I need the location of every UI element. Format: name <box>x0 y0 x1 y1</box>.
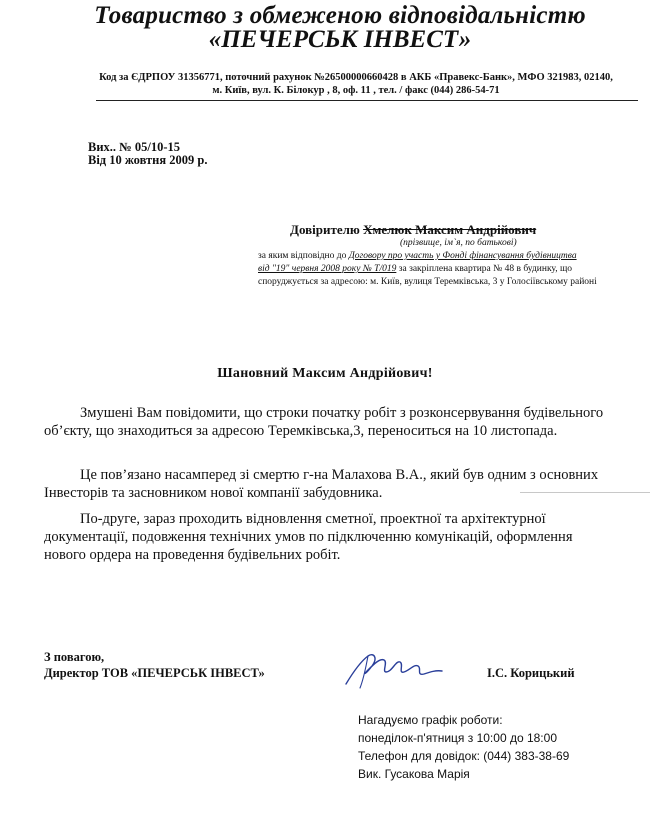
paragraph-3: По-друге, зараз проходить відновлення сметної, проектної та архітектурної документації, подовження технічних умов по підключенню комунікацій, оформлення нового ордера на проведення будівельних робіт. <box>44 511 573 563</box>
company-name-line2: «ПЕЧЕРСЬК ІНВЕСТ» <box>208 26 472 53</box>
letter-date: Від 10 жовтня 2009 р. <box>88 153 208 167</box>
addressee-line <box>290 222 536 238</box>
letterhead-divider <box>96 100 638 101</box>
schedule-hours: понеділок-п'ятниця з 10:00 до 18:00 <box>358 731 557 745</box>
company-requisites-line2: м. Київ, вул. К. Білокур , 8, оф. 11 , тел. / факс (044) 286-54-71 <box>212 85 500 96</box>
scan-artifact-line <box>520 492 650 493</box>
contract-line1-text: за яким відповідно до <box>258 251 349 261</box>
outgoing-number: Вих.. № 05/10-15 <box>88 140 180 154</box>
regards: З повагою, <box>44 650 105 664</box>
schedule-title: Нагадуємо графік роботи: <box>358 713 503 727</box>
addressee-hint: (прізвище, ім`я, по батькові) <box>400 238 517 248</box>
signature-stroke <box>346 655 442 684</box>
contract-date-number: від "19" червня 2008 року № Т/019 <box>258 264 397 274</box>
addressee-prefix: Довірителю <box>290 222 360 237</box>
company-name-line1: Товариство з обмеженою відповідальністю <box>94 2 586 29</box>
signature-image <box>338 640 450 696</box>
director-position: Директор ТОВ «ПЕЧЕРСЬК ІНВЕСТ» <box>44 666 265 680</box>
greeting: Шановний Максим Андрійович! <box>217 366 433 381</box>
signer-name: І.С. Корицький <box>487 666 575 680</box>
contract-line1 <box>258 251 577 261</box>
company-requisites-line1: Код за ЄДРПОУ 31356771, поточний рахунок №26500000660428 в АКБ «Правекс-Банк», МФО 321983, 02140, <box>99 72 613 83</box>
construction-address: споруджується за адресою: м. Київ, вулиця Теремківська, 3 у Голосіївському районі <box>258 277 597 287</box>
paragraph-2: Це пов’язано насамперед зі смертю г-на Малахова В.А., який був одним з основних Інвесторів та засновником нової компанії забудовника. <box>44 467 599 501</box>
paragraph-1: Змушені Вам повідомити, що строки початку робіт з розконсервування будівельного об’єкту, що знаходиться за адресою Теремківська,3, переноситься на 10 листопада. <box>44 405 604 439</box>
contract-title: Договору про участь у Фонді фінансування будівництва <box>348 251 577 261</box>
schedule-executor: Вик. Гусакова Марія <box>358 767 470 781</box>
apartment-info: за закріплена квартира № 48 в будинку, що <box>396 264 573 274</box>
addressee-name: Хмелюк Максим Андрійович <box>363 222 537 237</box>
schedule-phone: Телефон для довідок: (044) 383-38-69 <box>358 749 570 763</box>
contract-line2 <box>258 264 572 274</box>
